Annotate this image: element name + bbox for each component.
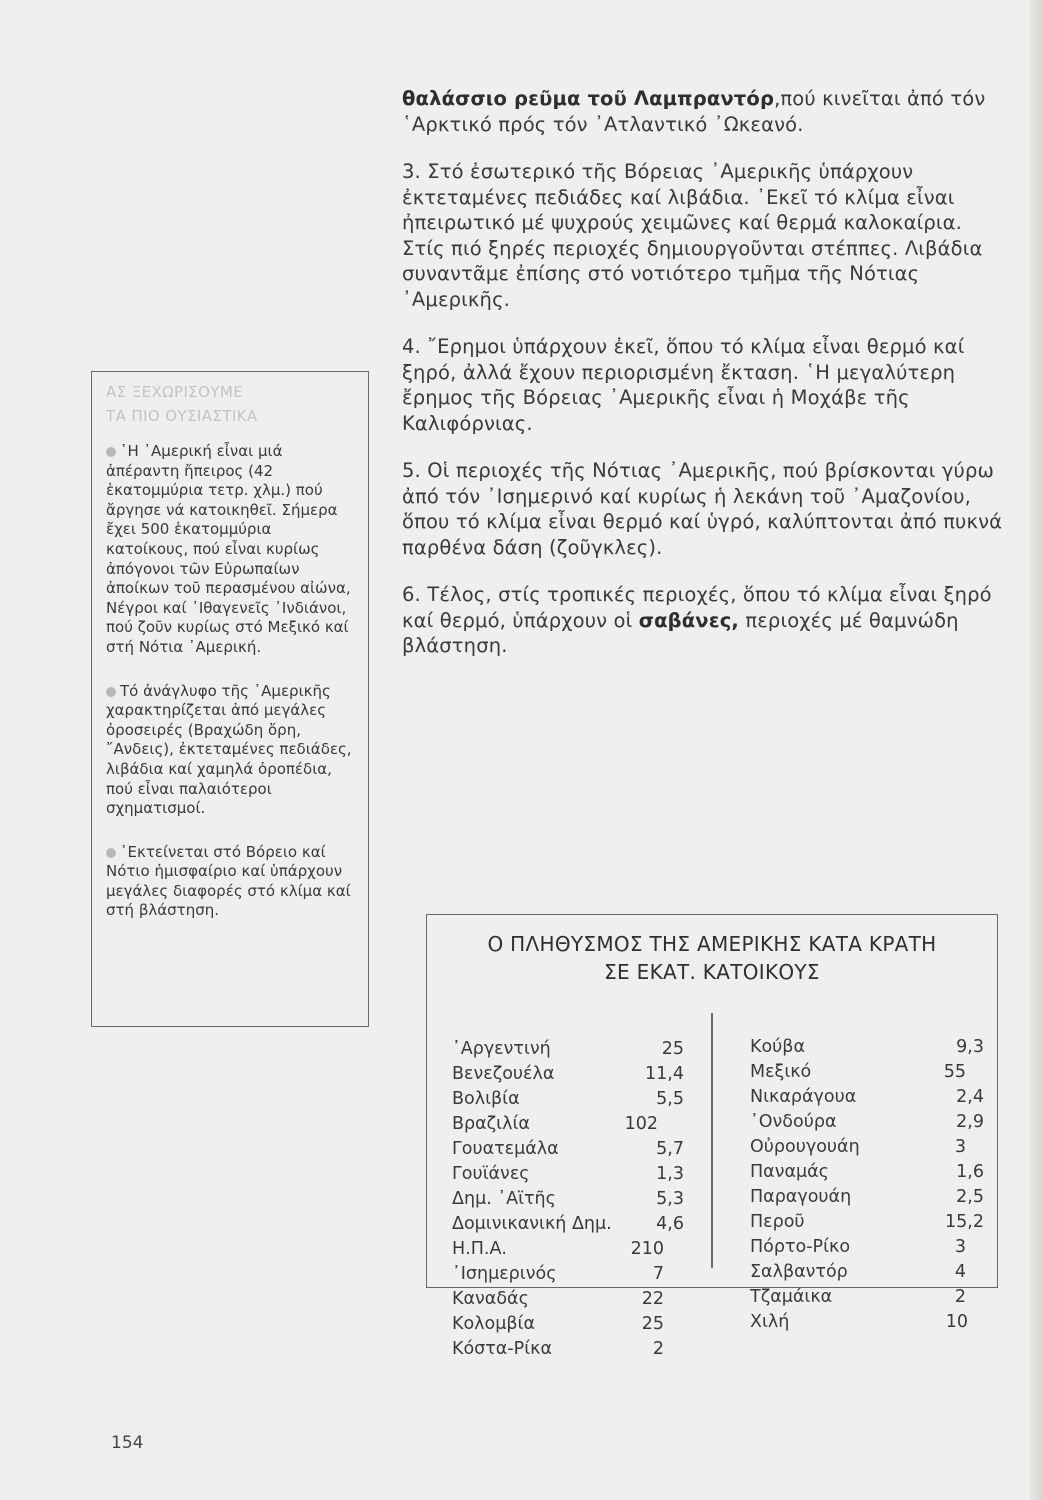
page-edge xyxy=(1030,0,1041,1500)
key-point-1: ῾Η ᾽Αμερική εἶναι μιά ἀπέραντη ἤπειρος (42 ἑκατομμύρια τετρ. χλμ.) πού ἄργησε νά κατοικηθεῖ. Σήμερα ἔχει 500 ἑκατομμύρια κατοίκους, πού εἶναι κυρίως ἀπόγονοι τῶν Εὐρωπαίων ἀποίκων τοῦ περασμένου αἰώνα, Νέγροι καί ᾽Ιθαγενεῖς ᾽Ινδιάνοι, πού ζοῦν κυρίως στό Μεξικό καί στή Νότια ᾽Αμερική. xyxy=(106,442,351,656)
table-row: Παραγουάη 2,5 xyxy=(750,1187,984,1207)
table-row: Νικαράγουα 2,4 xyxy=(750,1087,984,1107)
key-point-3: ᾽Εκτείνεται στό Βόρειο καί Νότιο ἡμισφαίριο καί ὑπάρχουν μεγάλες διαφορές στό κλίμα καί στή βλάστηση. xyxy=(106,842,351,920)
table-row: Περοῦ 15,2 xyxy=(750,1212,984,1232)
table-row: Σαλβαντόρ 4 xyxy=(750,1262,966,1282)
table-row: Δομινικανική Δημ. 4,6 xyxy=(452,1214,684,1234)
table-row: Βολιβία 5,5 xyxy=(452,1089,684,1109)
savannas-term: σαβάνες, xyxy=(638,608,739,632)
main-text-column xyxy=(402,86,1007,681)
page-number: 154 xyxy=(111,1433,144,1453)
table-row: Δημ. ᾽Αϊτῆς 5,3 xyxy=(452,1189,684,1209)
column-divider xyxy=(711,1013,713,1268)
paragraph-2-continued: θαλάσσιο ρεῦμα τοῦ Λαμπραντόρ,πού κινεῖται ἀπό τόν ῾Αρκτικό πρός τόν ᾽Ατλαντικό ᾽Ωκεανό. xyxy=(402,87,986,136)
table-row: Μεξικό 55 xyxy=(750,1062,966,1082)
table-row: ᾽Ισημερινός 7 xyxy=(452,1264,664,1284)
table-row: Βραζιλία 102 xyxy=(452,1114,658,1134)
paragraph-5: 5. Οἱ περιοχές τῆς Νότιας ᾽Αμερικῆς, πού βρίσκονται γύρω ἀπό τόν ᾽Ισημερινό καί κυρίως ἡ λεκάνη τοῦ ᾽Αμαζονίου, ὅπου τό κλίμα εἶναι θερμό καί ὑγρό, καλύπτονται ἀπό πυκνά παρθένα δάση (ζοῦγκλες). xyxy=(402,459,1003,559)
key-points-box xyxy=(91,371,369,1027)
table-row: Η.Π.Α. 210 xyxy=(452,1239,664,1259)
table-row: ᾽Ονδούρα 2,9 xyxy=(750,1112,984,1132)
paragraph-4: 4. ῎Ερημοι ὑπάρχουν ἐκεῖ, ὅπου τό κλίμα εἶναι θερμό καί ξηρό, ἀλλά ἔχουν περιορισμένη ἔκταση. ῾Η μεγαλύτερη ἔρημος τῆς Βόρειας ᾽Αμερικῆς εἶναι ἡ Μοχάβε τῆς Καλιφόρνιας. xyxy=(402,335,965,435)
table-row: Γουατεμάλα 5,7 xyxy=(452,1139,684,1159)
table-row: Οὐρουγουάη 3 xyxy=(750,1137,966,1157)
paragraph-3: 3. Στό ἐσωτερικό τῆς Βόρειας ᾽Αμερικῆς ὑπάρχουν ἐκτεταμένες πεδιάδες καί λιβάδια. ᾽Εκεῖ τό κλίμα εἶναι ἠπειρωτικό μέ ψυχρούς χειμῶνες καί θερμά καλοκαίρια. Στίς πιό ξηρές περιοχές δημιουργοῦνται στέππες. Λιβάδια συναντᾶμε ἐπίσης στό νοτιότερο τμῆμα τῆς Νότιας ᾽Αμερικῆς. xyxy=(402,160,983,311)
table-row: Βενεζουέλα 11,4 xyxy=(452,1064,684,1084)
bullet-icon xyxy=(106,447,116,457)
table-row: Τζαμάικα 2 xyxy=(750,1287,966,1307)
bullet-icon xyxy=(106,848,116,858)
table-row: Πόρτο-Ρίκο 3 xyxy=(750,1237,966,1257)
bullet-icon xyxy=(106,687,116,697)
table-row: Γουϊάνες 1,3 xyxy=(452,1164,684,1184)
paragraph-6: 6. Τέλος, στίς τροπικές περιοχές, ὅπου τό κλίμα εἶναι ξηρό καί θερμό, ὑπάρχουν οἱ σαβάνες, περιοχές μέ θαμνώδη βλάστηση. xyxy=(402,583,992,657)
table-row: Κούβα 9,3 xyxy=(750,1037,984,1057)
table-row: Χιλή 10 xyxy=(750,1312,968,1332)
table-row: Παναμάς 1,6 xyxy=(750,1162,984,1182)
population-table-title: Ο ΠΛΗΘΥΣΜΟΣ ΤΗΣ ΑΜΕΡΙΚΗΣ ΚΑΤΑ ΚΡΑΤΗ ΣΕ ΕΚΑΤ. ΚΑΤΟΙΚΟΥΣ xyxy=(487,932,937,984)
key-point-2: Τό ἀνάγλυφο τῆς ᾽Αμερικῆς χαρακτηρίζεται ἀπό μεγάλες ὀροσειρές (Βραχώδη ὄρη, ῎Ανδεις), ἐκτεταμένες πεδιάδες, λιβάδια καί χαμηλά ὀροπέδια, πού εἶναι παλαιότεροι σχηματισμοί. xyxy=(106,681,352,818)
table-row: Κόστα-Ρίκα 2 xyxy=(452,1339,664,1359)
table-row: Κολομβία 25 xyxy=(452,1314,664,1334)
table-row: Καναδάς 22 xyxy=(452,1289,664,1309)
key-points-heading: ΑΣ ΞΕΧΩΡΙΣΟΥΜΕ ΤΑ ΠΙΟ ΟΥΣΙΑΣΤΙΚΑ xyxy=(106,383,258,425)
table-row: ᾽Αργεντινή 25 xyxy=(452,1039,684,1059)
labrador-current-term: θαλάσσιο ρεῦμα τοῦ Λαμπραντόρ xyxy=(402,87,775,110)
